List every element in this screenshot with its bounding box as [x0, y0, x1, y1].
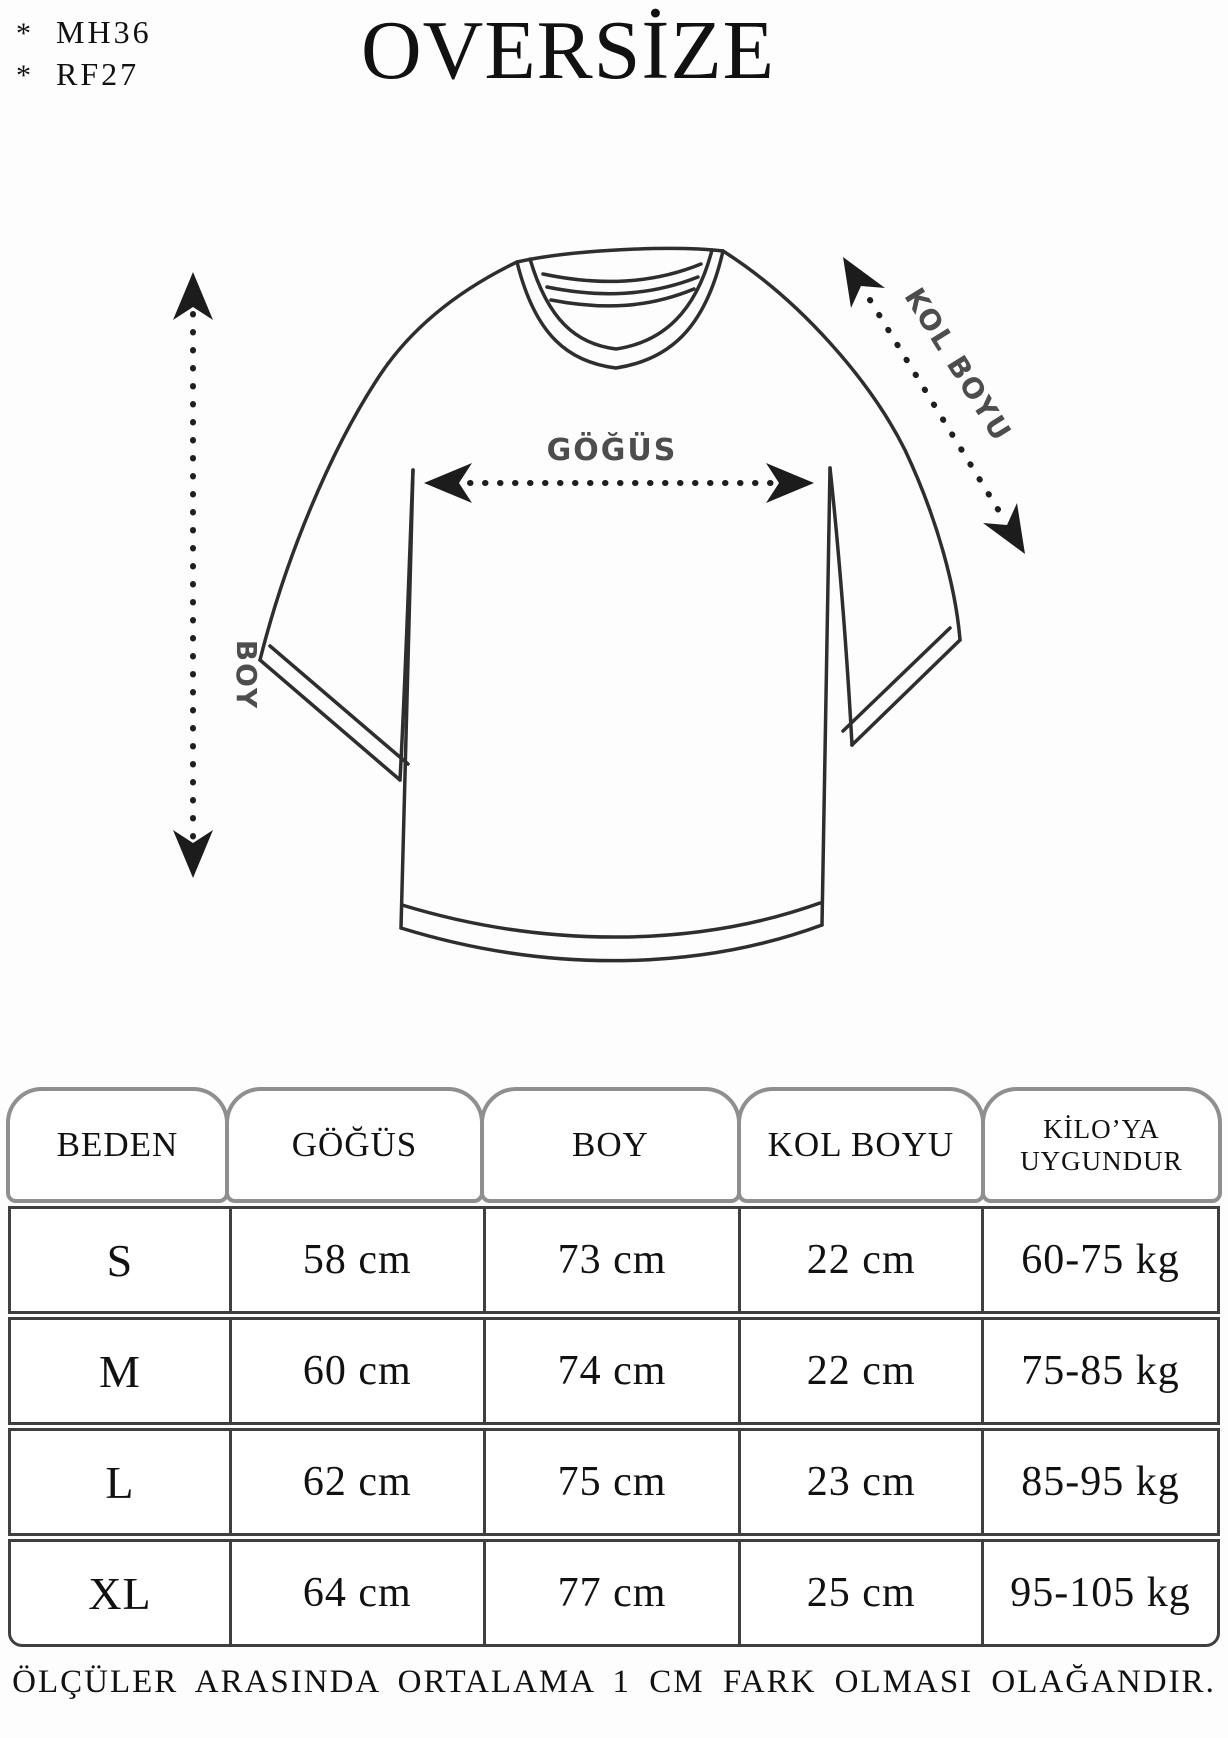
- cell-size: S: [106, 1234, 134, 1286]
- header-beden: BEDEN: [6, 1087, 229, 1203]
- table-row-s: [8, 1206, 1220, 1314]
- length-label: BOY: [230, 639, 263, 711]
- cell-weight: 60-75 kg: [981, 1209, 1217, 1311]
- cell-size: XL: [88, 1567, 152, 1619]
- cell-sleeve: 22 cm: [738, 1320, 981, 1422]
- cell-chest: 64 cm: [229, 1542, 483, 1644]
- cell-sleeve: 25 cm: [738, 1542, 981, 1644]
- size-table: [8, 1087, 1220, 1647]
- footer-note: ÖLÇÜLER ARASINDA ORTALAMA 1 CM FARK OLMASI OLAĞANDIR.: [12, 1664, 1216, 1700]
- cell-sleeve: 22 cm: [738, 1209, 981, 1311]
- sleeve-label: KOL BOYU: [897, 282, 1019, 448]
- product-code: RF27: [56, 56, 140, 92]
- header-kol-boyu: KOL BOYU: [737, 1087, 985, 1203]
- cell-length: 73 cm: [483, 1209, 739, 1311]
- cell-chest: 62 cm: [229, 1431, 483, 1533]
- cell-chest: 60 cm: [229, 1320, 483, 1422]
- cell-weight: 75-85 kg: [981, 1320, 1217, 1422]
- cell-size: L: [105, 1456, 135, 1508]
- table-row-xl: [8, 1539, 1220, 1647]
- header-kiloya-uygundur: KİLO’YA UYGUNDUR: [981, 1087, 1222, 1203]
- cell-chest: 58 cm: [229, 1209, 483, 1311]
- cell-length: 75 cm: [483, 1431, 739, 1533]
- cell-length: 77 cm: [483, 1542, 739, 1644]
- table-row-m: [8, 1317, 1220, 1425]
- header-gogus: GÖĞÜS: [225, 1087, 484, 1203]
- tshirt-outline: [260, 248, 960, 960]
- asterisk-bullet: *: [16, 59, 34, 92]
- page-title: OVERSİZE: [361, 4, 775, 97]
- cell-weight: 95-105 kg: [981, 1542, 1217, 1644]
- asterisk-bullet: *: [16, 17, 34, 50]
- cell-size: M: [99, 1345, 141, 1397]
- length-arrow: [173, 272, 213, 878]
- chest-label: GÖĞÜS: [546, 433, 678, 468]
- chest-arrow: [424, 463, 814, 503]
- product-code: MH36: [56, 14, 152, 50]
- header-boy: BOY: [480, 1087, 741, 1203]
- cell-weight: 85-95 kg: [981, 1431, 1217, 1533]
- cell-sleeve: 23 cm: [738, 1431, 981, 1533]
- table-row-l: [8, 1428, 1220, 1536]
- size-table-header: [8, 1087, 1220, 1203]
- cell-length: 74 cm: [483, 1320, 739, 1422]
